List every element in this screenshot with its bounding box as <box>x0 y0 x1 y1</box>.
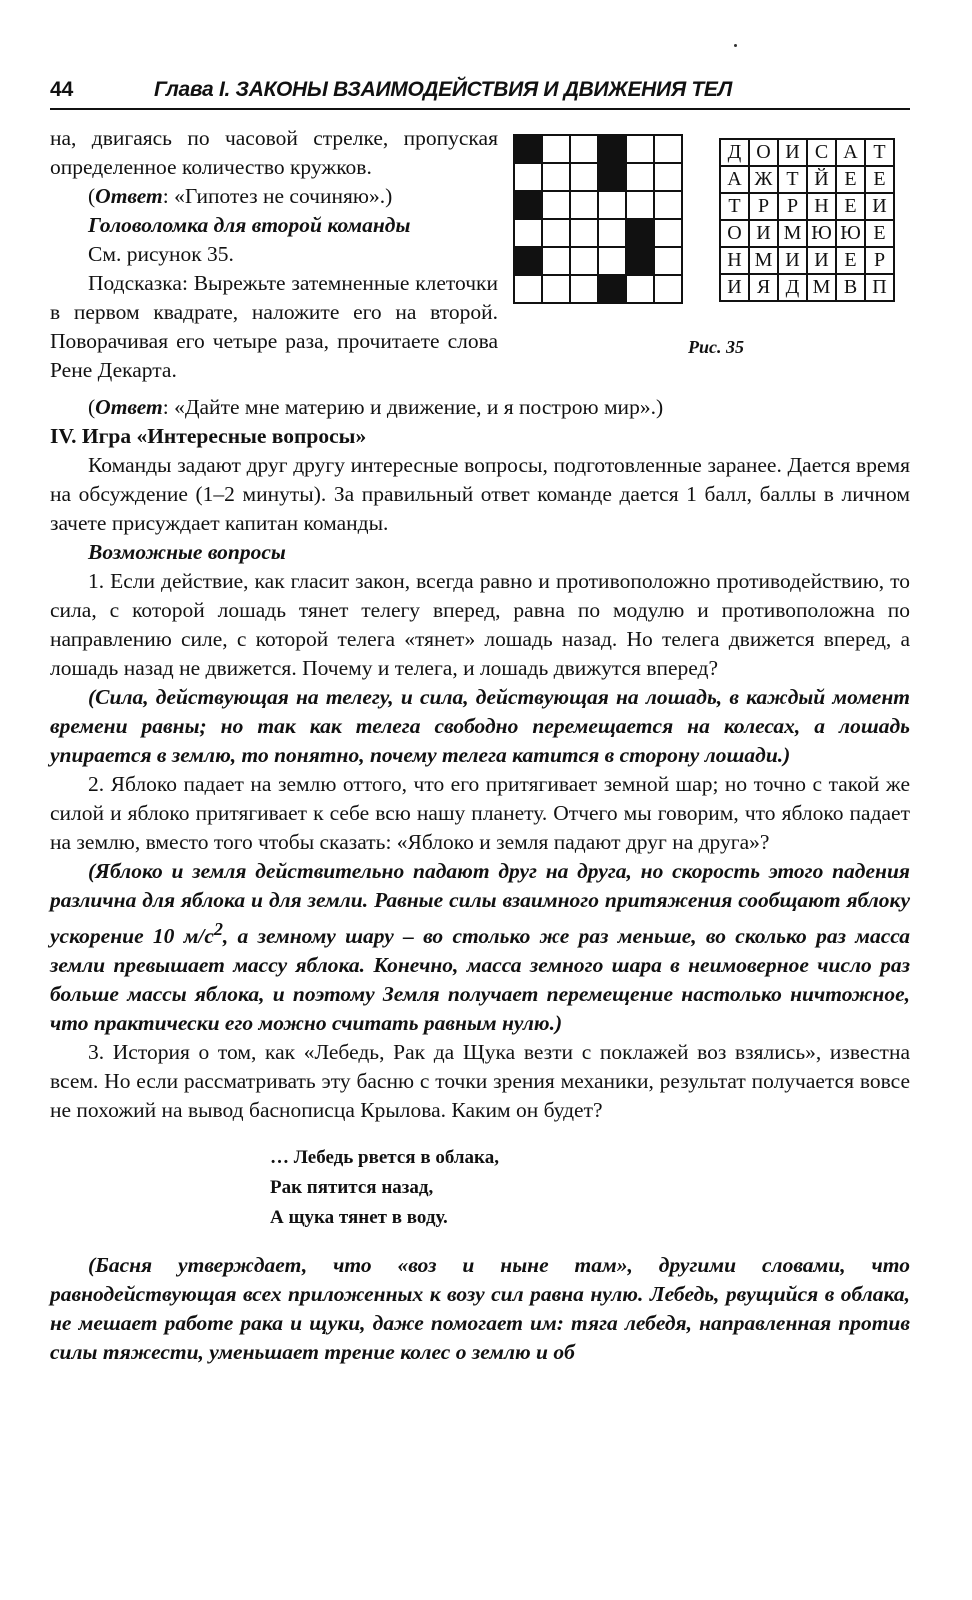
letter-cell: Ю <box>807 220 836 247</box>
mask-cell-blank <box>626 163 654 191</box>
letter-cell: Т <box>778 166 807 193</box>
mask-cell-blank <box>570 163 598 191</box>
letter-cell: Д <box>778 274 807 301</box>
letter-cell: Р <box>778 193 807 220</box>
mask-row <box>514 191 682 219</box>
letter-cell: Й <box>807 166 836 193</box>
letter-cell: С <box>807 139 836 166</box>
mask-cell-blank <box>514 163 542 191</box>
mask-row <box>514 247 682 275</box>
answer-line: (Ответ: «Гипотез не сочиняю».) <box>88 184 393 208</box>
figure-reference: См. рисунок 35. <box>88 242 234 266</box>
letter-cell: И <box>778 247 807 274</box>
letter-cell: Е <box>836 247 865 274</box>
letter-cell: О <box>720 220 749 247</box>
mask-cell-blank <box>570 275 598 303</box>
mask-cell-blank <box>654 247 682 275</box>
letter-row <box>720 166 894 193</box>
scan-speck <box>734 44 737 47</box>
mask-cell-dark <box>626 247 654 275</box>
answer-3: (Басня утверждает, что «воз и ныне там», другими словами, что равнодействующая всех приложенных к возу сил равна нулю. Лебедь, рвущийся в облака, не мешает работе рака и щуки, даже помогает им: тяга лебедя, направленная против силы тяжести, уменьшает трение колес о землю и об <box>50 1253 910 1365</box>
question-2: 2. Яблоко падает на землю оттого, что его притягивает земной шар; но точно с такой же силой и яблоко притягивает к себе всю нашу планету. Отчего мы говорим, что яблоко падает на землю, вместо того чтобы сказать: «Яблоко и земля падают друг на друга»? <box>50 772 910 854</box>
answer-label: Ответ <box>95 184 163 208</box>
letter-cell: И <box>749 220 778 247</box>
letter-cell: И <box>865 193 894 220</box>
answer-2-part-2: , а земному шару – во столько же раз меньше, во сколько раз масса земли превышает массу яблока. Конечно, масса земного шара в неимоверное число раз больше массы яблока, и поэтому Земля получает перемещение настолько ничтожное, что практически его можно считать равным нулю.) <box>50 924 910 1036</box>
letter-cell: А <box>836 139 865 166</box>
letter-cell: Д <box>720 139 749 166</box>
letter-cell: И <box>807 247 836 274</box>
continued-paragraph: на, двигаясь по часовой стрелке, пропуская определенное количество кружков. <box>50 126 498 179</box>
letter-grid <box>719 138 895 302</box>
letter-row <box>720 220 894 247</box>
letter-cell: Н <box>720 247 749 274</box>
mask-cell-blank <box>654 163 682 191</box>
mask-cell-blank <box>570 219 598 247</box>
letter-row <box>720 247 894 274</box>
letter-cell: Ю <box>836 220 865 247</box>
mask-cell-dark <box>598 135 626 163</box>
mask-cell-blank <box>542 275 570 303</box>
answer-2 <box>50 857 910 1038</box>
answer-2-part-1: (Яблоко и земля действительно падают друг на друга, но скорость этого падения различна для яблока и для земли. Равные силы взаимного притяжения сообщают яблоку ускорение 10 м/с <box>50 859 910 949</box>
verse-line: … Лебедь рвется в облака, <box>270 1147 499 1169</box>
mask-cell-blank <box>654 219 682 247</box>
answer-2-superscript: 2 <box>213 919 223 939</box>
mask-row <box>514 163 682 191</box>
section-heading: IV. Игра «Интересные вопросы» <box>50 424 367 448</box>
fable-quote <box>270 1143 910 1233</box>
question-3: 3. История о том, как «Лебедь, Рак да Щука везти с поклажей воз взялись», известна всем. Но если рассматривать эту басню с точки зрения механики, результат получается вовсе не похожий на вывод баснописца Крылова. Каким он будет? <box>50 1040 910 1123</box>
intro-column <box>50 124 498 385</box>
verse-line: Рак пятится назад, <box>270 1177 434 1199</box>
mask-cell-dark <box>514 191 542 219</box>
mask-row <box>514 219 682 247</box>
mask-cell-blank <box>570 247 598 275</box>
letter-cell: Ж <box>749 166 778 193</box>
mask-cell-blank <box>598 191 626 219</box>
answer-label: Ответ <box>95 395 163 419</box>
mask-cell-blank <box>542 247 570 275</box>
section-intro: Команды задают друг другу интересные вопросы, подготовленные заранее. Дается время на обсуждение (1–2 минуты). За правильный ответ команде дается 1 балл, баллы в личном зачете присуждает капитан команды. <box>50 453 910 535</box>
letter-row <box>720 193 894 220</box>
letter-cell: Т <box>865 139 894 166</box>
mask-cell-dark <box>514 247 542 275</box>
mask-row <box>514 275 682 303</box>
letter-cell: О <box>749 139 778 166</box>
chapter-title: Глава I. ЗАКОНЫ ВЗАИМОДЕЙСТВИЯ И ДВИЖЕНИЯ ТЕЛ <box>154 78 733 101</box>
mask-cell-dark <box>626 219 654 247</box>
mask-cell-blank <box>542 191 570 219</box>
mask-cell-blank <box>542 163 570 191</box>
mask-cell-blank <box>570 191 598 219</box>
mask-cell-dark <box>514 135 542 163</box>
question-1: 1. Если действие, как гласит закон, всегда равно и противоположно противодействию, то сила, с которой лошадь тянет телегу вперед, равна по модулю и противоположна по направлению силе, с которой телега «тянет» лошадь назад. Но телега движется вперед, а лошадь назад не движется. Почему и телега, и лошадь движутся вперед? <box>50 569 910 680</box>
letter-cell: Н <box>807 193 836 220</box>
letter-cell: М <box>778 220 807 247</box>
letter-cell: Я <box>749 274 778 301</box>
letter-cell: Р <box>865 247 894 274</box>
letter-row <box>720 274 894 301</box>
letter-cell: И <box>720 274 749 301</box>
answer-1: (Сила, действующая на телегу, и сила, действующая на лошадь, в каждый момент времени равны; но так как телега свободно перемещается на колесах, а лошадь упирается в землю, то понятно, почему телега катится в сторону лошади.) <box>50 685 910 767</box>
mask-cell-blank <box>626 275 654 303</box>
letter-cell: Р <box>749 193 778 220</box>
verse-line: А щука тянет в воду. <box>270 1207 448 1229</box>
answer-text: : «Дайте мне материю и движение, и я построю мир».) <box>162 395 664 419</box>
letter-cell: М <box>807 274 836 301</box>
mask-cell-blank <box>598 247 626 275</box>
puzzle-heading: Головоломка для второй команды <box>88 213 411 237</box>
mask-cell-blank <box>626 191 654 219</box>
letter-cell: П <box>865 274 894 301</box>
letter-cell: И <box>778 139 807 166</box>
letter-cell: А <box>720 166 749 193</box>
cutout-mask-grid <box>513 134 683 304</box>
running-head <box>50 72 910 110</box>
questions-heading: Возможные вопросы <box>88 540 286 564</box>
letter-cell: М <box>749 247 778 274</box>
answer-text: : «Гипотез не сочиняю».) <box>162 184 393 208</box>
mask-cell-blank <box>654 135 682 163</box>
letter-cell: Е <box>836 193 865 220</box>
mask-cell-blank <box>514 275 542 303</box>
letter-cell: Е <box>836 166 865 193</box>
mask-cell-blank <box>570 135 598 163</box>
letter-cell: Е <box>865 220 894 247</box>
main-text <box>50 393 910 1367</box>
mask-cell-blank <box>542 135 570 163</box>
mask-cell-dark <box>598 163 626 191</box>
mask-row <box>514 135 682 163</box>
letter-cell: В <box>836 274 865 301</box>
mask-cell-blank <box>654 191 682 219</box>
letter-cell: Т <box>720 193 749 220</box>
mask-cell-blank <box>514 219 542 247</box>
figure-caption: Рис. 35 <box>688 337 744 357</box>
mask-cell-blank <box>542 219 570 247</box>
page-number: 44 <box>50 78 74 101</box>
answer-line: (Ответ: «Дайте мне материю и движение, и я построю мир».) <box>88 395 664 419</box>
mask-cell-blank <box>626 135 654 163</box>
mask-cell-blank <box>598 219 626 247</box>
mask-cell-dark <box>598 275 626 303</box>
letter-row <box>720 139 894 166</box>
letter-cell: Е <box>865 166 894 193</box>
mask-cell-blank <box>654 275 682 303</box>
hint-paragraph: Подсказка: Вырежьте затемненные клеточки в первом квадрате, наложите его на второй. Поворачивая его четыре раза, прочитаете слова Рене Декарта. <box>50 271 498 382</box>
